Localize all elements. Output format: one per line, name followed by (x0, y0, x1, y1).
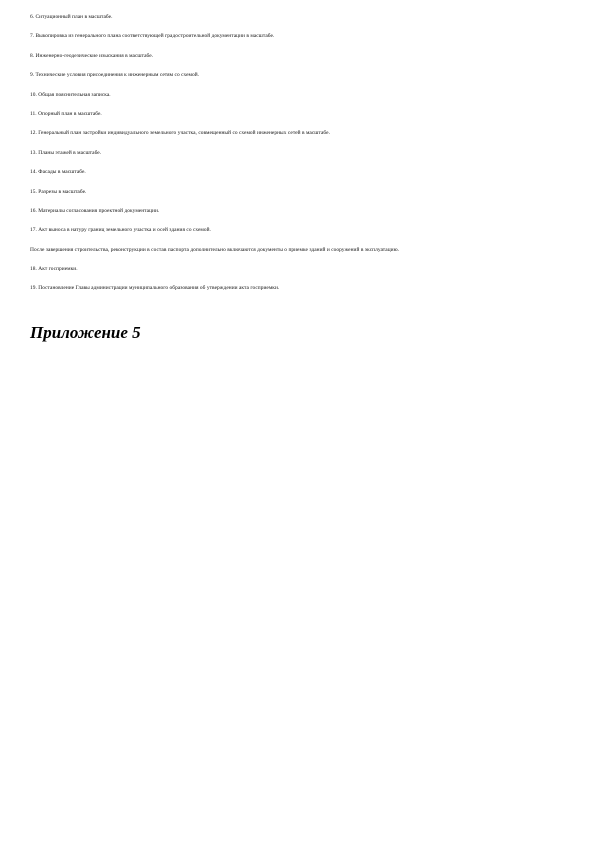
list-item: 14. Фасады в масштабе. (30, 169, 86, 176)
list-item: 15. Разрезы в масштабе. (30, 188, 87, 195)
list-item: 11. Опорный план в масштабе. (30, 110, 102, 117)
list-item: 8. Инженерно-геодезические изыскания в масштабе. (30, 52, 154, 59)
list-item: 12. Генеральный план застройки индивидуального земельного участка, совмещенный со схемой инженерных сетей в масштабе. (30, 130, 330, 137)
list-item: 13. Планы этажей в масштабе. (30, 149, 102, 156)
list-item: 6. Ситуационный план в масштабе. (30, 14, 113, 20)
list-item: 16. Материалы согласования проектной документации. (30, 207, 160, 214)
appendix-heading: Приложение 5 (30, 323, 141, 342)
list-item: 10. Общая пояснительная записка. (30, 91, 111, 98)
paragraph-note: После завершения строительства, реконструкции в состав паспорта дополнительно включаются документы о приемке зданий и сооружений в эксплуатацию. (30, 246, 400, 253)
list-item: 18. Акт госприемки. (30, 265, 78, 272)
list-item: 7. Выкопировка из генерального плана соответствующей градостроительной документации в масштабе. (30, 33, 275, 40)
document-list (30, 14, 565, 305)
list-item: 9. Технические условия присоединения к инженерным сетям со схемой. (30, 72, 200, 79)
list-item: 17. Акт выноса в натуру границ земельного участка и осей здания со схемой. (30, 227, 211, 234)
list-item: 19. Постановление Главы администрации муниципального образования об утверждении акта госприемки. (30, 285, 280, 292)
